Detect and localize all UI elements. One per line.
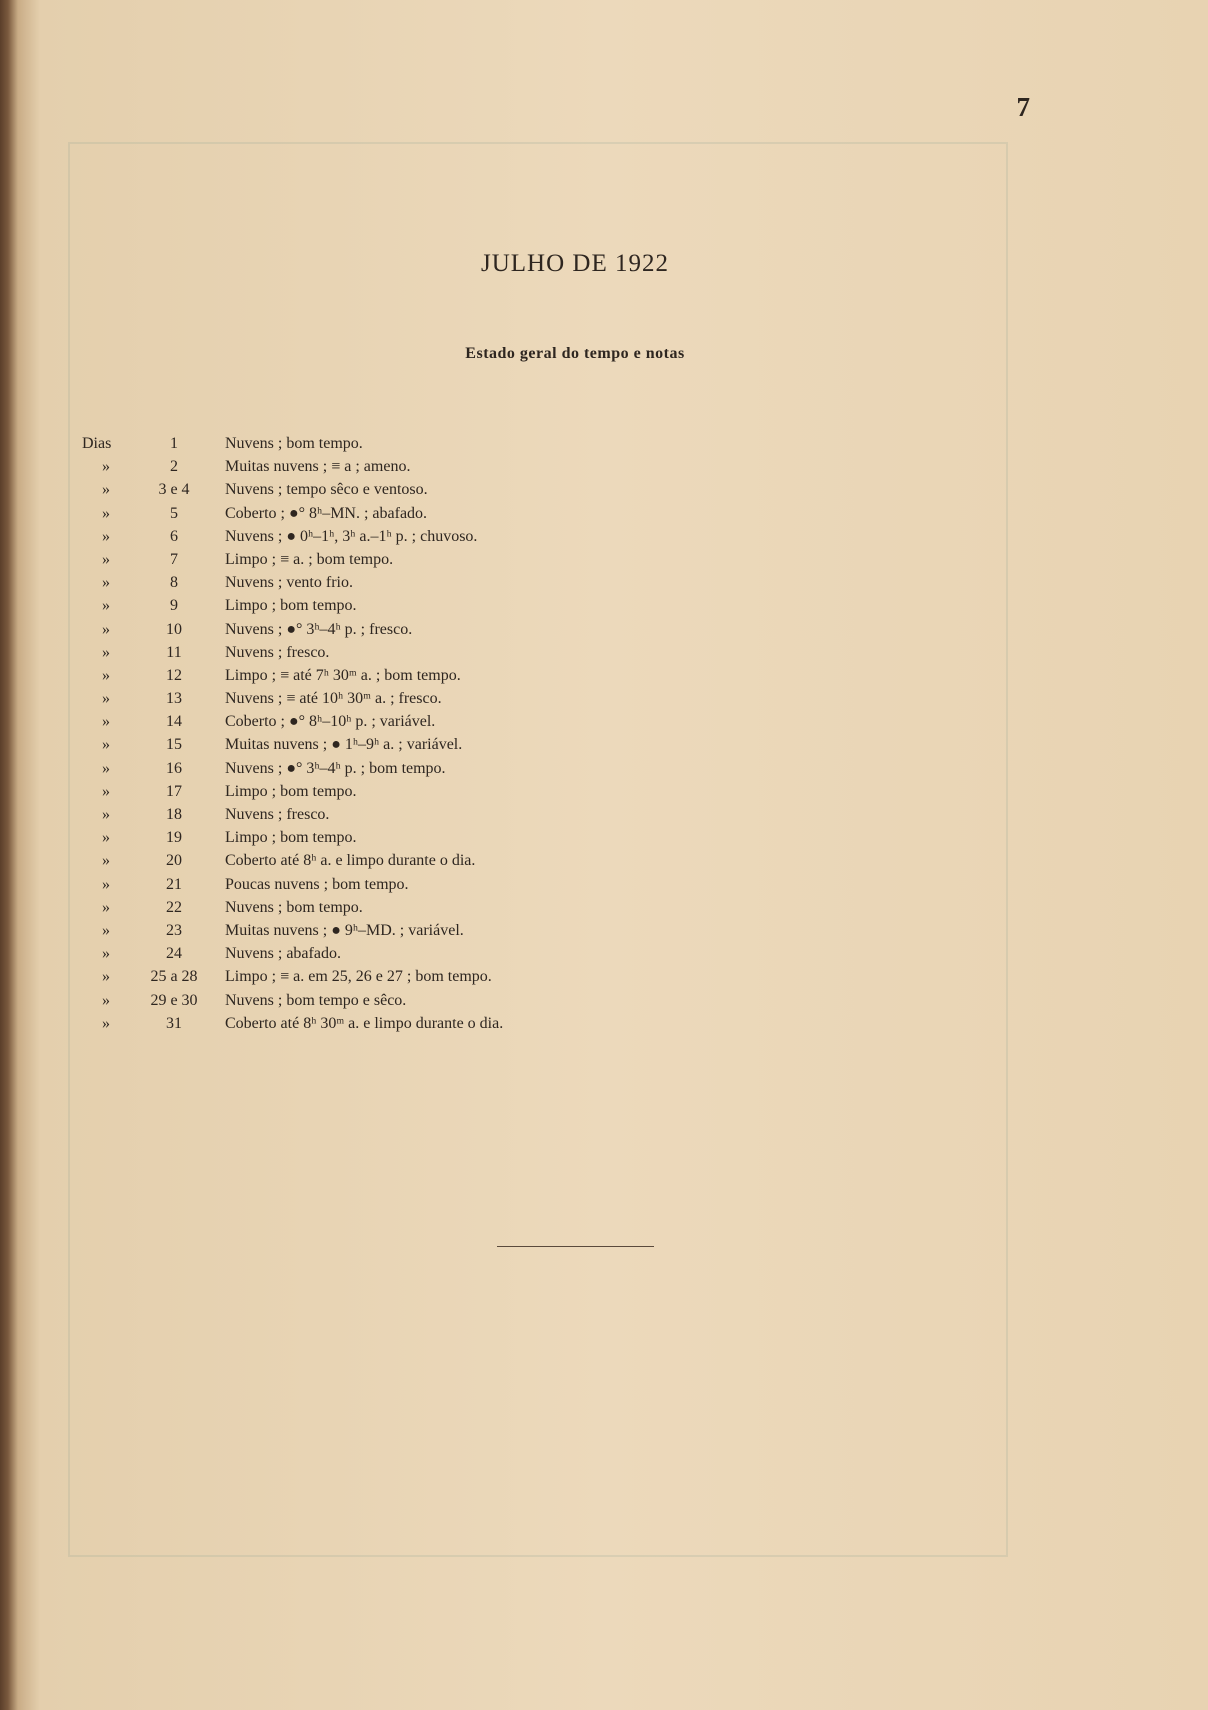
day-value: 5 (170, 504, 178, 522)
list-item (0, 849, 1208, 872)
weather-note: Muitas nuvens ; ● 1ʰ–9ʰ a. ; variável. (225, 736, 463, 754)
day-value: 12 (166, 666, 182, 684)
day-value: 24 (166, 945, 182, 963)
ditto-mark: » (102, 620, 110, 638)
weather-note: Nuvens ; fresco. (225, 643, 330, 661)
day-value: 23 (166, 921, 182, 939)
list-item (0, 455, 1208, 478)
list-item (0, 780, 1208, 803)
weather-note: Nuvens ; ≡ até 10ʰ 30ᵐ a. ; fresco. (225, 690, 442, 708)
list-item (0, 803, 1208, 826)
weather-note: Nuvens ; bom tempo. (225, 435, 363, 452)
day-value: 6 (170, 527, 178, 545)
day-value: 9 (170, 597, 178, 615)
weather-note: Nuvens ; bom tempo e sêco. (225, 991, 407, 1009)
ditto-mark: » (102, 458, 110, 476)
weather-note: Poucas nuvens ; bom tempo. (225, 875, 409, 893)
ditto-mark: » (102, 945, 110, 963)
ditto-mark: » (102, 666, 110, 684)
day-value: 14 (166, 713, 182, 731)
ditto-mark: » (102, 643, 110, 661)
weather-note: Muitas nuvens ; ≡ a ; ameno. (225, 458, 411, 476)
day-value: 20 (166, 852, 182, 870)
ditto-mark: » (102, 875, 110, 893)
page-title: JULHO DE 1922 (481, 250, 669, 277)
day-value: 31 (166, 1014, 182, 1032)
list-item (0, 1012, 1208, 1035)
ditto-mark: » (102, 991, 110, 1009)
ditto-mark: » (102, 527, 110, 545)
day-value: 11 (166, 643, 182, 661)
weather-notes-list (0, 432, 1208, 1035)
ditto-mark: » (102, 968, 110, 986)
ditto-mark: » (102, 597, 110, 615)
day-value: 10 (166, 620, 182, 638)
ditto-mark: » (102, 504, 110, 522)
day-value: 15 (166, 736, 182, 754)
weather-note: Limpo ; ≡ a. em 25, 26 e 27 ; bom tempo. (225, 968, 492, 986)
day-value: 21 (166, 875, 182, 893)
list-item (0, 478, 1208, 501)
list-item (0, 896, 1208, 919)
ditto-mark: » (102, 829, 110, 847)
page-number: 7 (1016, 92, 1030, 122)
ditto-mark: » (102, 759, 110, 777)
list-item (0, 965, 1208, 988)
weather-note: Limpo ; bom tempo. (225, 597, 357, 615)
list-item (0, 942, 1208, 965)
ditto-mark: » (102, 550, 110, 568)
day-value: 13 (166, 690, 182, 708)
list-item (0, 989, 1208, 1012)
day-value: 3 e 4 (158, 481, 190, 499)
divider-rule (497, 1246, 654, 1247)
weather-note: Nuvens ; ●° 3ʰ–4ʰ p. ; bom tempo. (225, 759, 446, 777)
day-value: 7 (170, 550, 178, 568)
list-item (0, 502, 1208, 525)
ditto-mark: » (102, 806, 110, 823)
day-value: 19 (166, 829, 182, 847)
list-item (0, 571, 1208, 594)
weather-note: Nuvens ; fresco. (225, 806, 330, 823)
list-item (0, 641, 1208, 664)
weather-note: Limpo ; bom tempo. (225, 829, 357, 847)
ditto-mark: » (102, 574, 110, 592)
weather-note: Nuvens ; ● 0ʰ–1ʰ, 3ʰ a.–1ʰ p. ; chuvoso. (225, 527, 478, 545)
day-value: 22 (166, 898, 182, 916)
weather-note: Limpo ; bom tempo. (225, 782, 357, 800)
day-value: 8 (170, 574, 178, 592)
list-item (0, 548, 1208, 571)
weather-note: Coberto até 8ʰ 30ᵐ a. e limpo durante o dia. (225, 1014, 504, 1032)
list-item (0, 687, 1208, 710)
day-value: 17 (166, 782, 182, 800)
list-item (0, 618, 1208, 641)
ditto-mark: » (102, 898, 110, 916)
list-item (0, 757, 1208, 780)
list-item (0, 664, 1208, 687)
list-item (0, 432, 1208, 455)
list-item (0, 826, 1208, 849)
weather-note: Muitas nuvens ; ● 9ʰ–MD. ; variável. (225, 921, 464, 939)
weather-note: Limpo ; ≡ a. ; bom tempo. (225, 550, 394, 568)
ditto-mark: » (102, 690, 110, 708)
ditto-mark: » (102, 1014, 110, 1032)
weather-note: Nuvens ; vento frio. (225, 574, 353, 592)
list-item (0, 594, 1208, 617)
weather-note: Coberto até 8ʰ a. e limpo durante o dia. (225, 852, 476, 870)
day-value: 29 e 30 (150, 991, 198, 1009)
day-value: 18 (166, 806, 182, 823)
day-value: 2 (170, 458, 178, 476)
ditto-mark: » (102, 713, 110, 731)
ditto-mark: » (102, 921, 110, 939)
weather-note: Coberto ; ●° 8ʰ–10ʰ p. ; variável. (225, 713, 436, 731)
day-value: 25 a 28 (150, 968, 198, 986)
ditto-mark: » (102, 481, 110, 499)
list-item (0, 710, 1208, 733)
day-value: 16 (166, 759, 182, 777)
weather-note: Coberto ; ●° 8ʰ–MN. ; abafado. (225, 504, 428, 522)
section-subtitle: Estado geral do tempo e notas (465, 345, 685, 362)
dias-label: Dias (82, 435, 112, 452)
ditto-mark: » (102, 852, 110, 870)
weather-note: Limpo ; ≡ até 7ʰ 30ᵐ a. ; bom tempo. (225, 666, 461, 684)
ditto-mark: » (102, 736, 110, 754)
list-item (0, 919, 1208, 942)
ditto-mark: » (102, 782, 110, 800)
weather-note: Nuvens ; bom tempo. (225, 898, 363, 916)
weather-note: Nuvens ; ●° 3ʰ–4ʰ p. ; fresco. (225, 620, 413, 638)
weather-note: Nuvens ; abafado. (225, 945, 341, 963)
list-item (0, 873, 1208, 896)
day-value: 1 (170, 435, 178, 452)
weather-note: Nuvens ; tempo sêco e ventoso. (225, 481, 428, 499)
list-item (0, 525, 1208, 548)
list-item (0, 733, 1208, 756)
